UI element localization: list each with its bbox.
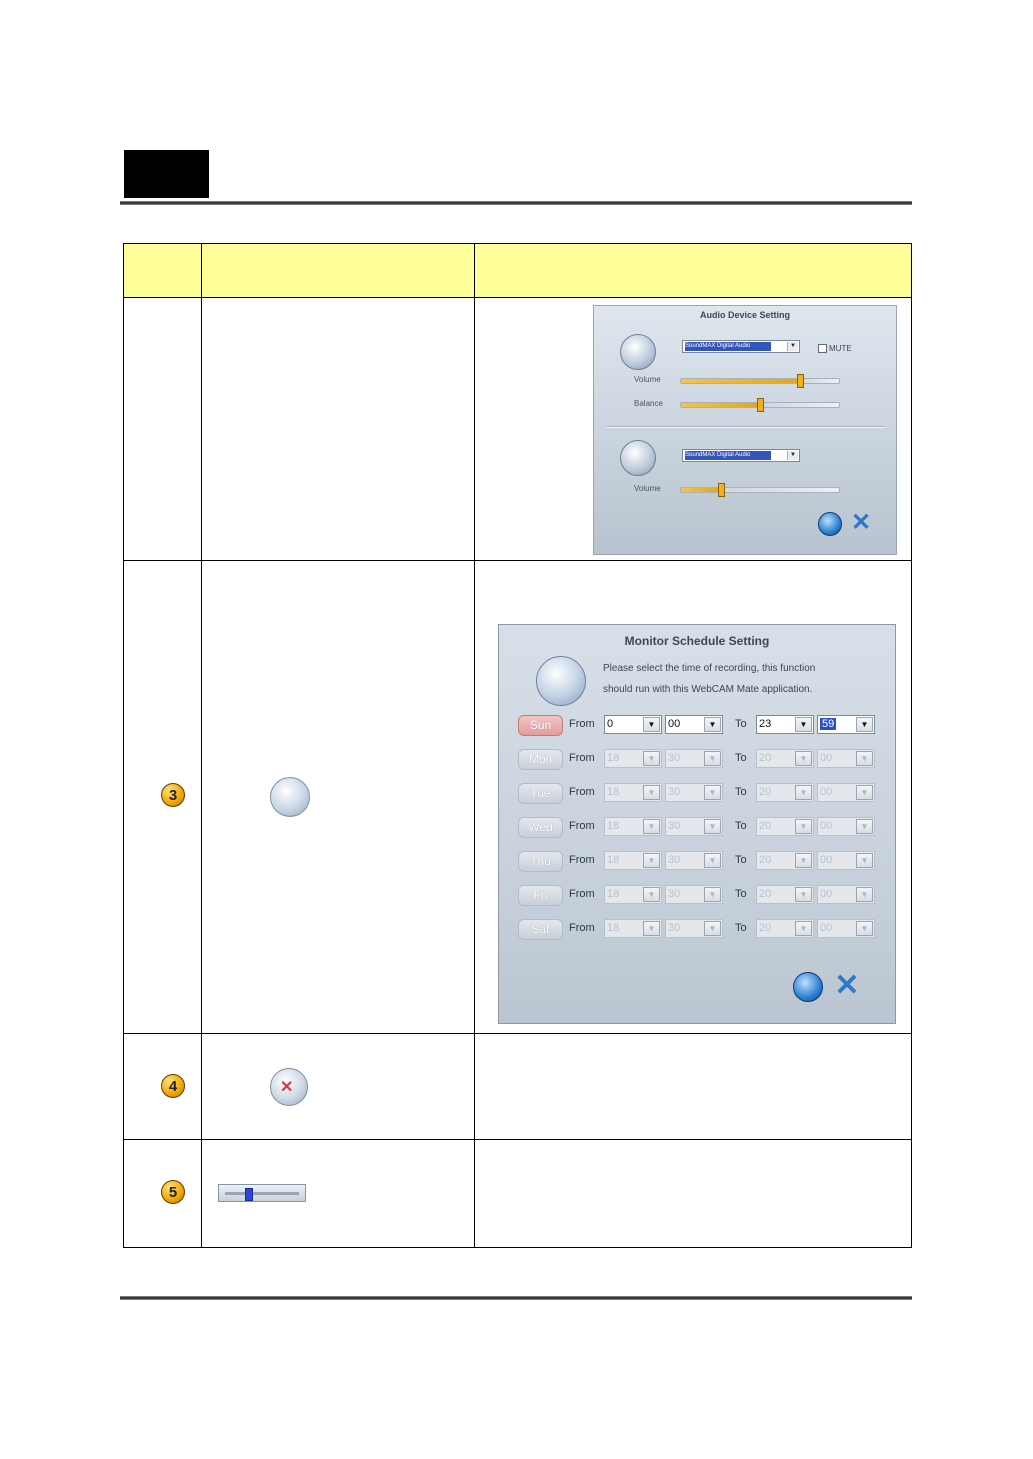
chevron-down-icon: ▼: [795, 921, 812, 936]
from-minute-select[interactable]: [665, 783, 723, 802]
chevron-down-icon: ▼: [643, 887, 660, 902]
chevron-down-icon: ▼: [704, 887, 721, 902]
step-badge: 5: [161, 1180, 185, 1204]
chevron-down-icon: ▼: [856, 717, 873, 732]
to-hour-value: 20: [759, 752, 772, 764]
day-button[interactable]: Thu: [518, 851, 563, 872]
from-hour-select[interactable]: [604, 783, 662, 802]
volume-slider-thumb[interactable]: [797, 374, 804, 388]
to-minute-value: 00: [820, 922, 833, 934]
monitor-schedule-panel: [498, 624, 896, 1024]
description-cell: [475, 298, 912, 561]
to-hour-select[interactable]: [756, 885, 814, 904]
chevron-down-icon: ▼: [795, 751, 812, 766]
balance-slider[interactable]: [680, 402, 840, 408]
from-label: From: [569, 888, 595, 900]
table-row: [124, 561, 912, 1034]
from-minute-value: 30: [668, 752, 681, 764]
chevron-down-icon: ▼: [643, 819, 660, 834]
clock-icon: [270, 777, 310, 817]
volume-label: Volume: [634, 375, 661, 384]
from-hour-value: 18: [607, 752, 620, 764]
mute-label: MUTE: [829, 344, 852, 353]
chevron-down-icon: ▼: [787, 342, 798, 351]
from-hour-select[interactable]: [604, 919, 662, 938]
panel-divider: [606, 426, 884, 428]
item-cell: [202, 1140, 475, 1248]
to-hour-value: 20: [759, 922, 772, 934]
chevron-down-icon: ▼: [643, 751, 660, 766]
chevron-down-icon: ▼: [643, 785, 660, 800]
header-rule: [120, 201, 912, 205]
chevron-down-icon: ▼: [856, 887, 873, 902]
table-header-row: [124, 244, 912, 298]
chevron-down-icon: ▼: [795, 717, 812, 732]
from-hour-select[interactable]: [604, 851, 662, 870]
chevron-down-icon: ▼: [704, 921, 721, 936]
chevron-down-icon: ▼: [704, 819, 721, 834]
slider-thumb[interactable]: [245, 1188, 253, 1201]
from-hour-select[interactable]: [604, 715, 662, 734]
to-hour-select[interactable]: [756, 783, 814, 802]
chevron-down-icon: ▼: [704, 717, 721, 732]
table-row: [124, 298, 912, 561]
to-hour-value: 23: [759, 718, 772, 730]
chevron-down-icon: ▼: [704, 853, 721, 868]
item-cell: [202, 1034, 475, 1140]
header-cell-number: [124, 244, 202, 298]
day-button[interactable]: Tue: [518, 783, 563, 804]
chevron-down-icon: ▼: [704, 785, 721, 800]
from-minute-value: 30: [668, 786, 681, 798]
refresh-ok-icon[interactable]: [793, 972, 823, 1002]
from-hour-value: 18: [607, 786, 620, 798]
from-minute-value: 00: [668, 718, 681, 730]
header-cell-description: [475, 244, 912, 298]
close-icon[interactable]: ✕: [834, 969, 860, 1002]
number-cell: [124, 561, 202, 1034]
from-label: From: [569, 922, 595, 934]
volume-slider[interactable]: [680, 378, 840, 384]
description-line: should run with this WebCAM Mate application.: [603, 684, 813, 695]
speaker-device-value: SoundMAX Digital Audio: [685, 342, 771, 351]
to-hour-select[interactable]: [756, 851, 814, 870]
mic-volume-label: Volume: [634, 484, 661, 493]
step-badge: 3: [161, 783, 185, 807]
item-cell: [202, 561, 475, 1034]
from-minute-select[interactable]: [665, 715, 723, 734]
speaker-icon: [620, 334, 656, 370]
slider-track: [225, 1192, 299, 1195]
to-minute-select[interactable]: [817, 817, 875, 836]
chevron-down-icon: ▼: [643, 921, 660, 936]
to-minute-value: 00: [820, 786, 833, 798]
number-cell: [124, 1034, 202, 1140]
from-hour-value: 0: [607, 718, 614, 730]
from-label: From: [569, 752, 595, 764]
audio-device-setting-panel: [593, 305, 897, 555]
from-minute-select[interactable]: [665, 919, 723, 938]
chevron-down-icon: ▼: [643, 717, 660, 732]
chevron-down-icon: ▼: [704, 751, 721, 766]
to-minute-select[interactable]: [817, 715, 875, 734]
from-hour-value: 18: [607, 820, 620, 832]
description-cell: [475, 1140, 912, 1248]
footer-rule: [120, 1296, 912, 1300]
table-row: [124, 1140, 912, 1248]
chevron-down-icon: ▼: [795, 819, 812, 834]
from-label: From: [569, 786, 595, 798]
from-hour-select[interactable]: [604, 885, 662, 904]
from-minute-select[interactable]: [665, 749, 723, 768]
to-hour-select[interactable]: [756, 817, 814, 836]
day-button[interactable]: Wed: [518, 817, 563, 838]
description-cell: [475, 561, 912, 1034]
chevron-down-icon: ▼: [856, 785, 873, 800]
to-hour-select[interactable]: [756, 919, 814, 938]
from-hour-value: 18: [607, 922, 620, 934]
chapter-header-block: [124, 150, 209, 198]
description-cell: [475, 1034, 912, 1140]
day-button[interactable]: Sat: [518, 919, 563, 940]
to-label: To: [735, 752, 747, 764]
from-minute-select[interactable]: [665, 817, 723, 836]
mic-device-value: SoundMAX Digital Audio: [685, 451, 771, 460]
header-cell-item: [202, 244, 475, 298]
number-cell: [124, 1140, 202, 1248]
from-label: From: [569, 718, 595, 730]
to-label: To: [735, 786, 747, 798]
to-minute-value: 59: [822, 718, 835, 730]
to-hour-value: 20: [759, 854, 772, 866]
table-row: [124, 1034, 912, 1140]
checkbox-box[interactable]: [818, 344, 827, 353]
from-minute-select[interactable]: [665, 851, 723, 870]
mute-checkbox[interactable]: [818, 344, 852, 353]
mic-device-select[interactable]: [682, 449, 800, 462]
to-hour-value: 20: [759, 786, 772, 798]
feature-table: [123, 243, 912, 1248]
from-hour-value: 18: [607, 854, 620, 866]
step-badge: 4: [161, 1074, 185, 1098]
from-hour-value: 18: [607, 888, 620, 900]
speaker-device-select[interactable]: [682, 340, 800, 353]
mic-volume-slider-thumb[interactable]: [718, 483, 725, 497]
to-minute-select[interactable]: [817, 851, 875, 870]
item-cell: [202, 298, 475, 561]
to-minute-select[interactable]: [817, 919, 875, 938]
to-minute-value: 00: [820, 854, 833, 866]
to-minute-select[interactable]: [817, 885, 875, 904]
chevron-down-icon: ▼: [643, 853, 660, 868]
description-line: Please select the time of recording, this function: [603, 663, 816, 674]
to-label: To: [735, 888, 747, 900]
from-minute-value: 30: [668, 922, 681, 934]
to-hour-select[interactable]: [756, 715, 814, 734]
to-label: To: [735, 854, 747, 866]
day-button[interactable]: Mon: [518, 749, 563, 770]
to-minute-value: 00: [820, 888, 833, 900]
to-label: To: [735, 922, 747, 934]
day-button[interactable]: Sun: [518, 715, 563, 736]
mic-volume-slider[interactable]: [680, 487, 840, 493]
chevron-down-icon: ▼: [795, 785, 812, 800]
chevron-down-icon: ▼: [856, 819, 873, 834]
chevron-down-icon: ▼: [856, 853, 873, 868]
position-slider[interactable]: [218, 1184, 306, 1202]
clock-icon: [536, 656, 586, 706]
to-label: To: [735, 718, 747, 730]
to-hour-value: 20: [759, 888, 772, 900]
chevron-down-icon: ▼: [795, 887, 812, 902]
to-minute-value: 00: [820, 820, 833, 832]
from-label: From: [569, 854, 595, 866]
chevron-down-icon: ▼: [787, 451, 798, 460]
from-hour-select[interactable]: [604, 817, 662, 836]
refresh-ok-icon[interactable]: [818, 512, 842, 536]
from-minute-select[interactable]: [665, 885, 723, 904]
chevron-down-icon: ▼: [795, 853, 812, 868]
number-cell: [124, 298, 202, 561]
from-label: From: [569, 820, 595, 832]
to-label: To: [735, 820, 747, 832]
close-icon[interactable]: ✕: [850, 509, 872, 536]
balance-label: Balance: [634, 399, 663, 408]
panel-title: Audio Device Setting: [699, 310, 790, 320]
chevron-down-icon: ▼: [856, 751, 873, 766]
from-hour-select[interactable]: [604, 749, 662, 768]
to-minute-select[interactable]: [817, 783, 875, 802]
day-button[interactable]: Fri: [518, 885, 563, 906]
chevron-down-icon: ▼: [856, 921, 873, 936]
to-minute-select[interactable]: [817, 749, 875, 768]
panel-title: Monitor Schedule Setting: [624, 634, 770, 648]
microphone-icon: [620, 440, 656, 476]
from-minute-value: 30: [668, 854, 681, 866]
to-hour-value: 20: [759, 820, 772, 832]
from-minute-value: 30: [668, 888, 681, 900]
to-minute-value: 00: [820, 752, 833, 764]
balance-slider-thumb[interactable]: [757, 398, 764, 412]
from-minute-value: 30: [668, 820, 681, 832]
cancel-schedule-icon: ✕: [270, 1068, 308, 1106]
to-hour-select[interactable]: [756, 749, 814, 768]
